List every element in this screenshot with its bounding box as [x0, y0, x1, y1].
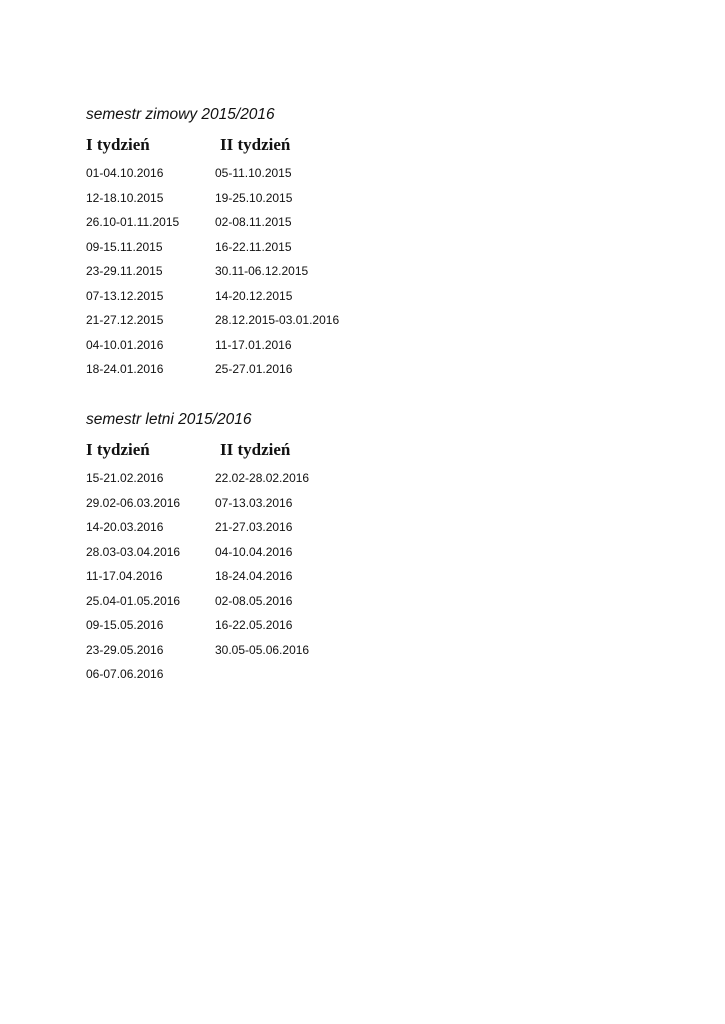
week-one-date: 21-27.12.2015	[86, 313, 164, 327]
week-one-date: 25.04-01.05.2016	[86, 593, 181, 608]
table-row	[86, 284, 486, 309]
week-one-date: 23-29.05.2016	[86, 642, 164, 657]
table-row	[86, 491, 486, 516]
week-two-date: 21-27.03.2016	[215, 520, 293, 534]
table-row	[86, 308, 486, 333]
week-one-date: 23-29.11.2015	[86, 264, 163, 278]
table-row	[86, 638, 486, 663]
week-one-date: 07-13.12.2015	[86, 288, 164, 303]
week-two-date: 07-13.03.2016	[215, 495, 293, 510]
week-two-date: 25-27.01.2016	[215, 362, 293, 376]
table-row	[86, 466, 486, 491]
week-one-date: 01-04.10.2016	[86, 166, 164, 180]
week-one-date: 29.02-06.03.2016	[86, 495, 181, 510]
week-two-date: 14-20.12.2015	[215, 288, 293, 303]
table-row	[86, 589, 486, 614]
table-row	[86, 186, 486, 211]
summer-week-one-header: I tydzień	[86, 440, 150, 459]
table-row	[86, 333, 486, 358]
table-row	[86, 357, 486, 382]
summer-column-headers	[86, 434, 486, 466]
winter-week-two-header: II tydzień	[220, 135, 291, 154]
week-two-date: 22.02-28.02.2016	[215, 471, 310, 485]
summer-semester-section	[86, 408, 486, 687]
week-one-date: 26.10-01.11.2015	[86, 215, 180, 229]
winter-semester-title: semestr zimowy 2015/2016	[86, 106, 275, 123]
week-one-date: 04-10.01.2016	[86, 337, 164, 352]
table-row	[86, 259, 486, 284]
summer-semester-title: semestr letni 2015/2016	[86, 411, 252, 428]
week-two-date: 28.12.2015-03.01.2016	[215, 313, 340, 327]
table-row	[86, 210, 486, 235]
week-one-date: 18-24.01.2016	[86, 362, 164, 376]
week-one-date: 14-20.03.2016	[86, 520, 164, 534]
week-one-date: 11-17.04.2016	[86, 569, 163, 583]
week-two-date: 16-22.11.2015	[215, 239, 292, 254]
week-two-date: 02-08.11.2015	[215, 215, 292, 229]
week-one-date: 09-15.05.2016	[86, 618, 164, 632]
week-one-date: 06-07.06.2016	[86, 667, 164, 681]
week-two-date: 05-11.10.2015	[215, 166, 292, 180]
week-two-date: 19-25.10.2015	[215, 190, 293, 205]
week-one-date: 28.03-03.04.2016	[86, 544, 181, 559]
table-row	[86, 161, 486, 186]
summer-week-two-header: II tydzień	[220, 440, 291, 459]
table-row	[86, 540, 486, 565]
week-one-date: 09-15.11.2015	[86, 239, 163, 254]
table-row	[86, 613, 486, 638]
week-one-date: 15-21.02.2016	[86, 471, 164, 485]
winter-column-headers	[86, 129, 486, 161]
week-one-date: 12-18.10.2015	[86, 190, 164, 205]
week-two-date: 11-17.01.2016	[215, 337, 292, 352]
table-row	[86, 515, 486, 540]
winter-semester-section	[86, 103, 486, 382]
week-two-date: 18-24.04.2016	[215, 569, 293, 583]
week-two-date: 30.05-05.06.2016	[215, 642, 310, 657]
table-row	[86, 235, 486, 260]
week-two-date: 02-08.05.2016	[215, 593, 293, 608]
table-row	[86, 662, 486, 687]
summer-rows	[86, 466, 486, 687]
week-two-date: 16-22.05.2016	[215, 618, 293, 632]
winter-week-one-header: I tydzień	[86, 135, 150, 154]
table-row	[86, 564, 486, 589]
week-two-date: 04-10.04.2016	[215, 544, 293, 559]
week-two-date: 30.11-06.12.2015	[215, 264, 309, 278]
winter-rows	[86, 161, 486, 382]
